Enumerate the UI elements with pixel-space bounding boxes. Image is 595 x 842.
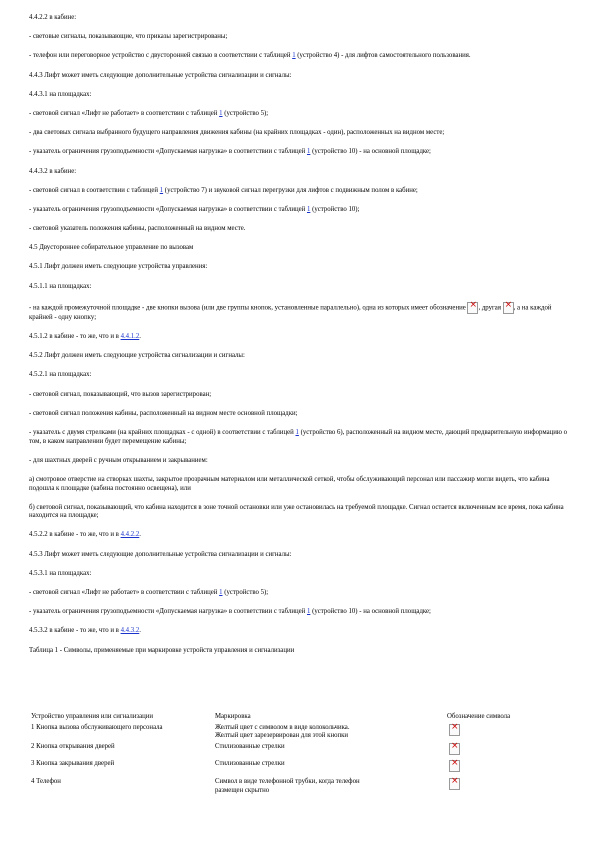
paragraph-text: 4.5.1.2 в кабине - то же, что и в: [29, 333, 121, 340]
table-header-symbol: Обозначение символа: [447, 713, 511, 720]
paragraph-text: 4.5.2 Лифт должен иметь следующие устройства сигнализации и сигналы:: [29, 352, 245, 360]
paragraph: [29, 608, 569, 617]
table-cell-marking: Желтый цвет с символом в виде колокольчика. Желтый цвет зарезервирован для этой кнопки: [215, 723, 350, 740]
table-cell-symbol: [445, 777, 569, 796]
paragraph-text: (устройство 5);: [222, 109, 269, 117]
paragraph: [29, 148, 569, 157]
paragraph-text: Таблица 1 - Символы, применяемые при маркировке устройств управления и сигнализации: [29, 646, 295, 654]
paragraph-text: - указатель ограничения грузоподъемности «Допускаемая нагрузка» в соответствии с таблицей: [29, 148, 307, 156]
table-cell-symbol: [445, 759, 569, 777]
paragraph-text: - световые сигналы, показывающие, что приказы зарегистрированы;: [29, 33, 228, 41]
cross-reference-link[interactable]: 4.4.3.2: [120, 627, 140, 635]
table-row: [29, 723, 569, 742]
paragraph: [29, 14, 569, 23]
paragraph: [29, 429, 569, 446]
cross-reference-link[interactable]: 1: [295, 428, 299, 436]
cross-reference-link[interactable]: 1: [159, 186, 164, 194]
paragraph-text: 4.5.2.1 на площадках:: [29, 371, 92, 379]
table-header-device: Устройство управления или сигнализации: [31, 713, 153, 720]
cross-reference-link[interactable]: 4.4.2.2: [120, 531, 140, 539]
paragraph-text: , а на каждой крайней - одну кнопку;: [29, 304, 552, 321]
paragraph: [29, 504, 569, 521]
paragraph-text: - для шахтных дверей с ручным открыванием и закрыванием:: [29, 456, 208, 464]
cross-reference-link[interactable]: 1: [306, 205, 311, 213]
paragraph: [29, 476, 569, 493]
cross-reference-link[interactable]: 1: [292, 52, 296, 60]
paragraph-text: (устройство 10);: [310, 205, 360, 213]
table-cell-device: 2 Кнопка открывания дверей: [31, 742, 115, 750]
paragraph-text: 4.4.2.2 в кабине:: [29, 14, 77, 21]
paragraph: [29, 91, 569, 100]
paragraph-text: - световой сигнал положения кабины, расположенный на видном месте основной площадки;: [29, 409, 298, 417]
broken-image-icon: [449, 743, 460, 755]
paragraph: [29, 263, 569, 272]
paragraph: [29, 187, 569, 196]
cross-reference-link[interactable]: 1: [306, 608, 311, 616]
paragraph-text: (устройство 4) - для лифтов самостоятельного пользования.: [295, 52, 471, 60]
document-body: [29, 14, 569, 666]
table-cell-symbol: [445, 723, 569, 742]
paragraph-text: - световой сигнал «Лифт не работает» в соответствии с таблицей: [29, 589, 220, 597]
paragraph: [29, 302, 569, 323]
paragraph-text: 4.5.1 Лифт должен иметь следующие устройства управления:: [29, 263, 208, 271]
paragraph-text: - световой указатель положения кабины, расположенный на видном месте.: [29, 225, 246, 233]
paragraph-text: 4.5 Двустороннее собирательное управление по вызовам: [29, 244, 194, 252]
symbols-table: [29, 712, 569, 796]
table-cell-device: 4 Телефон: [31, 777, 61, 785]
paragraph: [29, 647, 569, 656]
paragraph-text: (устройство 10) - на основной площадке;: [310, 608, 431, 616]
table-header-marking: Маркировка: [215, 713, 251, 720]
paragraph-text: 4.5.2.2 в кабине - то же, что и в: [29, 531, 121, 539]
cross-reference-link[interactable]: 1: [306, 148, 311, 156]
paragraph-text: .: [139, 627, 141, 635]
paragraph-text: - указатель ограничения грузоподъемности «Допускаемая нагрузка» в соответствии с таблицей: [29, 205, 307, 213]
paragraph: [29, 244, 569, 253]
paragraph: [29, 72, 569, 81]
broken-image-icon: [467, 302, 478, 314]
paragraph: [29, 410, 569, 419]
paragraph-text: (устройство 6), расположенный на видном месте, дающий предварительную информацию о том, в каком направлении будет перемещение кабины;: [29, 428, 568, 445]
paragraph: [29, 168, 569, 177]
table-row: [29, 759, 569, 777]
table-cell-marking: Стилизованные стрелки: [215, 760, 285, 768]
paragraph-text: (устройство 5);: [222, 589, 269, 597]
table-cell-symbol: [445, 742, 569, 760]
paragraph: [29, 551, 569, 560]
paragraph: [29, 589, 569, 598]
paragraph: [29, 283, 569, 292]
paragraph: [29, 33, 569, 42]
paragraph-text: 4.5.3 Лифт может иметь следующие дополнительные устройства сигнализации и сигналы:: [29, 550, 292, 558]
paragraph: [29, 206, 569, 215]
cross-reference-link[interactable]: 4.4.1.2: [120, 333, 140, 340]
table-row: [29, 777, 569, 796]
paragraph-text: - световой сигнал в соответствии с таблицей: [29, 186, 160, 194]
paragraph-text: 4.4.3.1 на площадках:: [29, 90, 92, 98]
paragraph: [29, 531, 569, 540]
paragraph-text: 4.5.1.1 на площадках:: [29, 282, 92, 290]
paragraph: [29, 371, 569, 380]
broken-image-icon: [449, 724, 460, 736]
paragraph-text: , другая: [478, 304, 501, 312]
paragraph-text: а) смотровое отверстие на створках шахты, закрытое прозрачным материалом или металлической сеткой, чтобы обслуживающий персонал или пассажир могли видеть, что кабина подошла к площадке (кабина постоянно освещена), или: [29, 475, 550, 492]
table-header-row: [29, 712, 569, 723]
broken-image-icon: [503, 302, 514, 314]
paragraph-text: 4.5.3.2 в кабине - то же, что и в: [29, 627, 121, 635]
cross-reference-link[interactable]: 1: [219, 109, 223, 117]
cross-reference-link[interactable]: 1: [219, 589, 223, 597]
paragraph-text: - два световых сигнала выбранного будущего направления движения кабины (на крайних площадках - один), расположенных на видном месте;: [29, 129, 445, 137]
table-cell-device: 3 Кнопка закрывания дверей: [31, 760, 115, 768]
table-row: [29, 742, 569, 760]
table-cell-marking: Стилизованные стрелки: [215, 742, 285, 750]
paragraph-text: б) световой сигнал, показывающий, что кабина находится в зоне точной остановки или уже остановилась на требуемой площадке. Сигнал остается включенным все время, пока кабина находится на площадке;: [29, 503, 564, 520]
paragraph-text: (устройство 7) и звуковой сигнал перегрузки для лифтов с подвижным полом в кабине;: [163, 186, 418, 194]
paragraph-text: 4.5.3.1 на площадках:: [29, 569, 92, 577]
paragraph-text: - световой сигнал, показывающий, что вызов зарегистрирован;: [29, 390, 212, 398]
paragraph: [29, 627, 569, 636]
paragraph-text: - телефон или переговорное устройство с двусторонней связью в соответствии с таблицей: [29, 52, 293, 60]
paragraph: [29, 570, 569, 579]
paragraph-text: - указатель с двумя стрелками (на крайних площадках - с одной) в соответствии с таблицей: [29, 428, 296, 436]
table-cell-device: 1 Кнопка вызова обслуживающего персонала: [31, 723, 163, 731]
paragraph: [29, 52, 569, 61]
paragraph: [29, 391, 569, 400]
table-cell-marking: Символ в виде телефонной трубки, когда телефон размещен скрытно: [215, 777, 360, 794]
broken-image-icon: [449, 778, 460, 790]
paragraph-text: 4.4.3 Лифт может иметь следующие дополнительные устройства сигнализации и сигналы:: [29, 71, 292, 79]
paragraph-text: .: [139, 531, 141, 539]
paragraph: [29, 110, 569, 119]
broken-image-icon: [449, 760, 460, 772]
paragraph: [29, 129, 569, 138]
paragraph-text: (устройство 10) - на основной площадке;: [310, 148, 431, 156]
paragraph-text: - световой сигнал «Лифт не работает» в соответствии с таблицей: [29, 109, 220, 117]
paragraph-text: .: [139, 333, 141, 340]
paragraph: [29, 225, 569, 234]
paragraph-text: - указатель ограничения грузоподъемности «Допускаемая нагрузка» в соответствии с таблицей: [29, 608, 307, 616]
paragraph: [29, 333, 569, 342]
paragraph-text: - на каждой промежуточной площадке - две кнопки вызова (или две группы кнопок, установленные параллельно), одна из которых имеет обозначение: [29, 304, 466, 312]
paragraph: [29, 457, 569, 466]
paragraph-text: 4.4.3.2 в кабине:: [29, 167, 77, 175]
paragraph: [29, 352, 569, 361]
